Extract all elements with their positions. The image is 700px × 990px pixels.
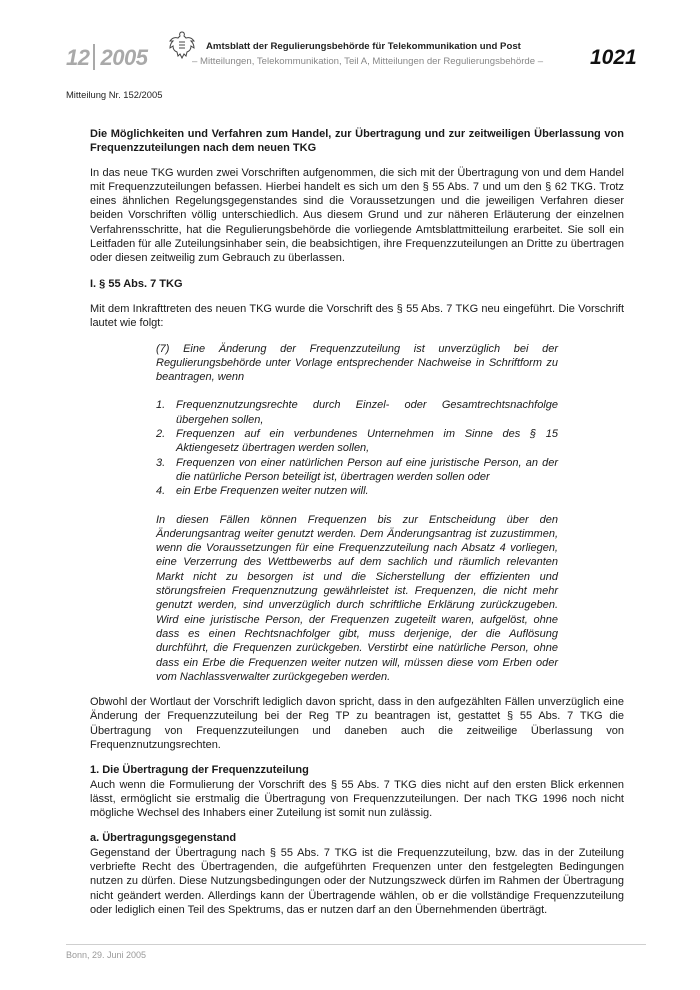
issue-number: 12 [66,45,90,70]
list-item: 3. Frequenzen von einer natürlichen Person auf eine juristische Person, an der die natürliche Person beteiligt ist, übertragen werden sollen oder [156,456,558,483]
publication-section: – Mitteilungen, Telekommunikation, Teil A, Mitteilungen der Regulierungsbehörde – [192,56,544,67]
quote-list [156,398,558,498]
after-quote-paragraph: Obwohl der Wortlaut der Vorschrift lediglich davon spricht, dass in den aufgezählten Fällen unverzüglich eine Änderung der Frequenzzuteilung bei der Reg TP zu beantragen ist, gestattet § 55 Abs. 7 TKG die Übertragung von Frequenzzuteilungen und daneben auch die zeitweilige Überlassung von Frequenznutzungsrechten. [90,696,624,751]
footer-divider [66,944,646,945]
issue-divider [93,44,95,70]
footer-date: Bonn, 29. Juni 2005 [66,950,147,960]
list-item: 1. Frequenznutzungsrechte durch Einzel- oder Gesamtrechtsnachfolge übergehen sollen, [156,399,558,426]
law-quote [156,342,558,685]
list-item: 2. Frequenzen auf ein verbundenes Unternehmen im Sinne des § 15 Aktiengesetz übertragen werden sollen, [156,428,558,455]
subsection-heading: a. Übertragungsgegenstand [90,832,237,845]
page-number: 1021 [590,46,637,69]
document-body [90,127,624,917]
document-title: Die Möglichkeiten und Verfahren zum Handel, zur Übertragung und zur zeitweiligen Überlassung von Frequenzzuteilungen nach dem neuen TKG [90,128,624,155]
list-item: 4. ein Erbe Frequenzen weiter nutzen will. [156,485,369,498]
section-lead: Mit dem Inkrafttreten des neuen TKG wurde die Vorschrift des § 55 Abs. 7 TKG neu eingeführt. Die Vorschrift lautet wie folgt: [90,302,624,330]
quote-opening: (7) Eine Änderung der Frequenzzuteilung ist unverzüglich bei der Regulierungsbehörde unter Vorlage entsprechender Nachweise in Schriftform zu beantragen, wenn [156,342,558,384]
intro-paragraph: In das neue TKG wurden zwei Vorschriften aufgenommen, die sich mit der Übertragung von und dem Handel mit Frequenzzuteilungen befassen. Hierbei handelt es sich um den § 55 Abs. 7 und um den § 62 TKG. Trotz eines ähnlichen Regelungsgegenstandes sind die Voraussetzungen und die jeweiligen Verfahren dieser beiden Vorschriften völlig unterschiedlich. Aus diesem Grund und zur näheren Erläuterung der einzelnen Verfahrensschritte, hat die Regulierungsbehörde die vorliegende Amtsblattmitteilung erarbeitet. Sie soll ein Leitfaden für alle Zuteilungsinhaber sein, die beabsichtigen, ihre Frequenzzuteilungen an Dritte zu übertragen oder diesen zeitweilig zum Gebrauch zu überlassen. [90,166,624,265]
notice-number: Mitteilung Nr. 152/2005 [66,89,163,100]
publication-title: Amtsblatt der Regulierungsbehörde für Telekommunikation und Post [206,41,521,52]
subsection-heading: 1. Die Übertragung der Frequenzzuteilung [90,764,309,777]
issue-year: 2005 [100,45,148,70]
subsection-body: Auch wenn die Formulierung der Vorschrift des § 55 Abs. 7 TKG dies nicht auf den ersten Blick erkennen lässt, ermöglicht sie erstmalig die Übertragung von Frequenzzuteilungen. Der nach TKG 1996 noch nicht mögliche Wechsel des Inhabers einer Zuteilung ist somit nun zulässig. [90,778,624,820]
quote-closing: In diesen Fällen können Frequenzen bis zur Entscheidung über den Änderungsantrag weiter genutzt werden. Dem Änderungsantrag ist zuzustimmen, wenn die Voraussetzungen für eine Frequenzzuteilung nach Absatz 4 vorliegen, eine Verzerrung des Wettbewerbs auf dem sachlich und räumlich relevanten Markt nicht zu besorgen ist und die Sicherstellung der effizienten und störungsfreien Frequenznutzung gewährleistet ist. Frequenzen, die nicht mehr genutzt werden, sind unverzüglich durch schriftliche Erklärung zurückzugeben. Wird eine juristische Person, der Frequenzen zugeteilt waren, aufgelöst, ohne dass es einen Rechtsnachfolger gibt, muss derjenige, der die Auflösung durchführt, die Frequenzen zurückgeben. Verstirbt eine natürliche Person, ohne dass ein Erbe die Frequenzen weiter nutzen will, müssen diese vom Erben oder vom Nachlassverwalter zurückgegeben werden. [156,513,558,683]
subsection-body: Gegenstand der Übertragung nach § 55 Abs. 7 TKG ist die Frequenzzuteilung, bzw. das in der Zuteilung verbriefte Recht des Übertragenden, die aufgeführten Frequenzen unter den festgelegten Bedingungen nutzen zu dürfen. Diese Nutzungsbedingungen oder der Nutzungszweck dürfen im Rahmen der Übertragung nicht geändert werden. Allerdings kann der Übertragende wählen, ob er die vollständige Frequenzzuteilung oder lediglich einen Teil des Spektrums, das er nutzen darf an den Übernehmenden überträgt. [90,846,624,916]
issue-label [66,44,147,71]
section-heading: I. § 55 Abs. 7 TKG [90,277,183,290]
